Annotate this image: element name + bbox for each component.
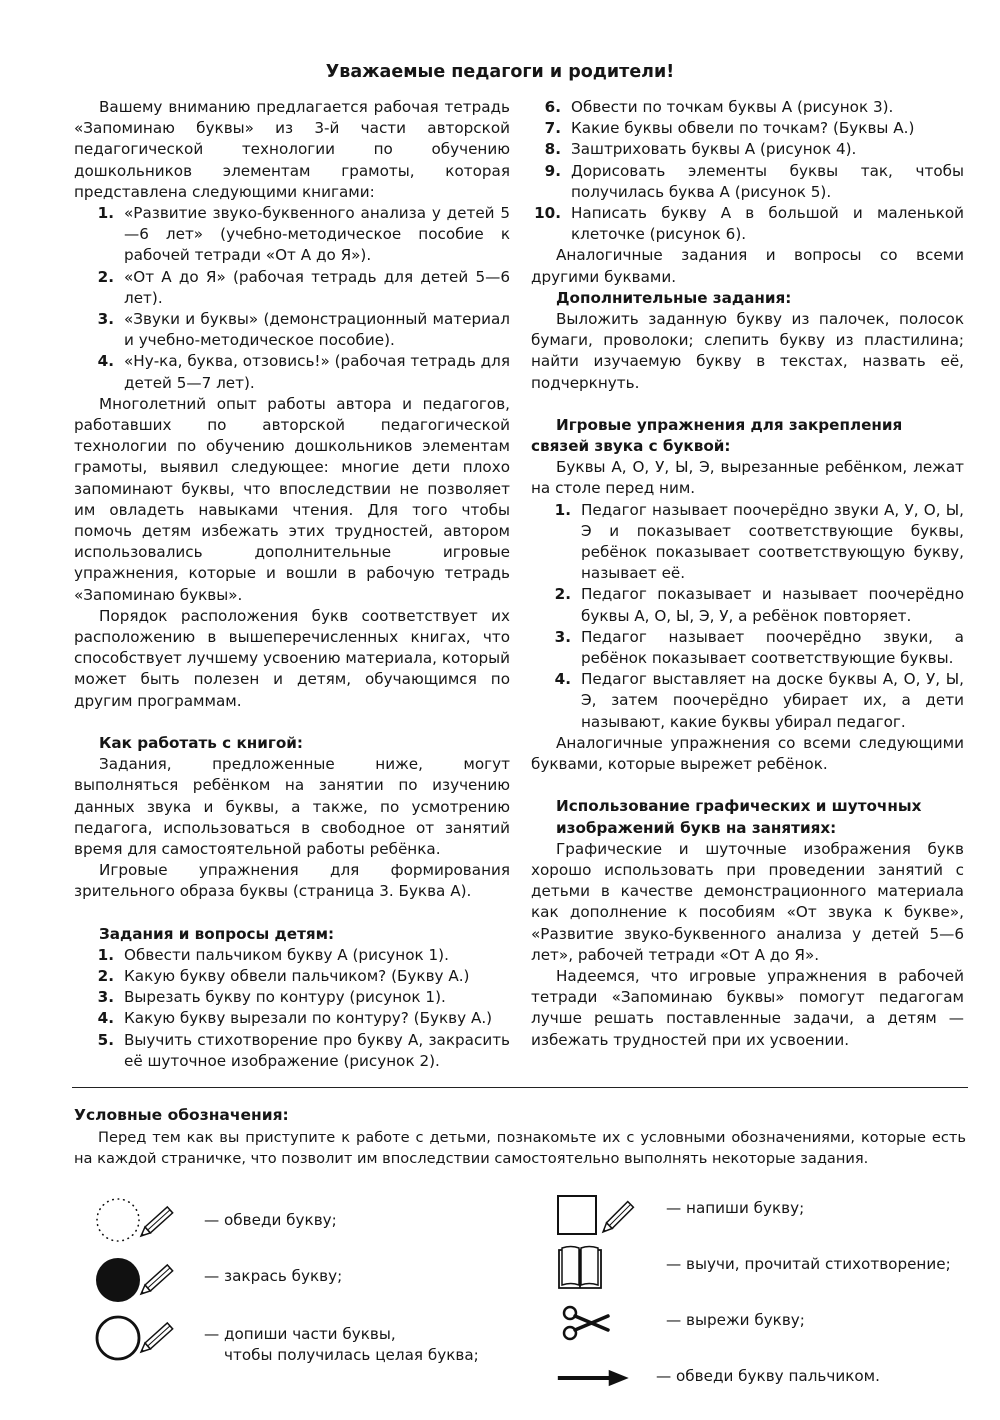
legend-text: — выучи, прочитай стихотворение;: [666, 1255, 951, 1273]
extra-tasks-paragraph: Выложить заданную букву из палочек, полосок бумаги, проволоки; слепить букву из пластилина; найти изучаемую букву в текстах, назвать её, подчеркнуть.: [531, 310, 964, 392]
scissors-icon: [556, 1296, 666, 1348]
legend-text: — обведи букву пальчиком.: [656, 1367, 880, 1385]
list-item: 2. Какую букву обвели пальчиком? (Букву А.): [97, 966, 470, 985]
legend-item-finger: [556, 1352, 880, 1404]
legend-text: — напиши букву;: [666, 1199, 805, 1217]
experience-paragraph: Многолетний опыт работы автора и педагогов, работавших по авторской педагогической технологии по обучению дошкольников элементам грамоты, выявил следующее: многие дети плохо запоминают буквы, что впоследствии не позволяет им овладеть навыками чтения. Для того чтобы помочь детям избежать этих трудностей, автором использовались дополнительные игровые упражнения, которые и вошли в рабочую тетрадь «Запоминаю буквы».: [74, 394, 510, 604]
section-divider: [72, 1087, 968, 1088]
open-circle-pencil-icon: [94, 1310, 204, 1362]
legend-item-trace: [94, 1196, 337, 1248]
how-paragraph: Задания, предложенные ниже, могут выполняться ребёнком на занятии по изучению данных звука и буквы, а также, по усмотрению педагога, использоваться в свободное от занятий время для самостоятельной работы ребёнка.: [74, 755, 510, 858]
list-item: 4. Какую букву вырезали по контуру? (Букву А.): [97, 1009, 493, 1028]
list-item: 4. Педагог выставляет на доске буквы А, О, У, Ы, Э, затем поочерёдно убирает их, а дети называют, какие буквы убирал педагог.: [554, 670, 964, 731]
games-heading: Игровые упражнения для закрепления связей звука с буквой:: [531, 415, 903, 456]
tasks-list-continued: [531, 97, 964, 245]
games-intro: Буквы А, О, У, Ы, Э, вырезанные ребёнком, лежат на столе перед ним.: [531, 458, 964, 498]
right-column: [531, 97, 964, 1051]
legend-item-complete: [94, 1310, 479, 1366]
graphics-paragraph: Графические и шуточные изображения букв хорошо использовать при проведении занятий с детьми в качестве демонстрационного материала как дополнение к пособиям «От звука к букве», «Развитие звуко-буквенного анализа у детей 5—6 лет», рабочей тетради «От А до Я».: [531, 839, 964, 964]
how-to-work-heading: Как работать с книгой:: [99, 733, 303, 752]
list-item: 4. «Ну-ка, буква, отзовись!» (рабочая тетрадь для детей 5—7 лет).: [97, 352, 510, 392]
extra-tasks-heading: Дополнительные задания:: [556, 288, 792, 307]
list-item: 9. Дорисовать элементы буквы так, чтобы получилась буква А (рисунок 5).: [544, 161, 964, 201]
list-item: 1. Обвести пальчиком букву А (рисунок 1).: [97, 945, 449, 964]
books-list: [74, 203, 510, 394]
list-item: 3. Вырезать букву по контуру (рисунок 1).: [97, 988, 446, 1007]
legend-text: — допиши части буквы, чтобы получилась целая буква;: [204, 1325, 479, 1364]
legend-item-read: [556, 1240, 951, 1292]
list-item: 10. Написать букву А в большой и маленькой клеточке (рисунок 6).: [534, 204, 964, 244]
legend-intro: Перед тем как вы приступите к работе с детьми, познакомьте их с условными обозначениями, которые есть на каждой страничке, что позволит им впоследствии самостоятельно выполнять некоторые задания.: [74, 1129, 966, 1167]
legend-text: — закрась букву;: [204, 1267, 343, 1285]
legend-item-write: [556, 1184, 804, 1240]
open-book-icon: [556, 1240, 666, 1292]
arrow-icon: [556, 1352, 656, 1404]
list-item: 7. Какие буквы обвели по точкам? (Буквы А.): [544, 119, 915, 138]
list-item: 6. Обвести по точкам буквы А (рисунок 3).: [544, 98, 894, 116]
intro-paragraph: Вашему вниманию предлагается рабочая тетрадь «Запоминаю буквы» из 3-й части авторской педагогической технологии по обучению дошкольников элементам грамоты, которая представлена следующими книгами:: [74, 98, 510, 201]
games-list: [531, 500, 964, 733]
legend-text: — обведи букву;: [204, 1211, 337, 1229]
visual-exercises-paragraph: Игровые упражнения для формирования зрительного образа буквы (страница 3. Буква А).: [74, 861, 510, 901]
list-item: 2. «От А до Я» (рабочая тетрадь для детей 5—6 лет).: [97, 267, 510, 307]
order-paragraph: Порядок расположения букв соответствует их расположению в вышеперечисленных книгах, что способствует лучшему усвоению материала, который может быть полезен и детям, обучающимся по другим программам.: [74, 606, 510, 710]
list-item: 1. «Развитие звуко-буквенного анализа у детей 5—6 лет» (учебно-методическое пособие к рабочей тетради «От А до Я»).: [97, 204, 510, 265]
legend-item-cut: [556, 1296, 805, 1348]
analog-paragraph: Аналогичные задания и вопросы со всеми другими буквами.: [531, 246, 964, 286]
tasks-heading: Задания и вопросы детям:: [99, 924, 335, 943]
filled-circle-pencil-icon: [94, 1252, 204, 1304]
list-item: 8. Заштриховать буквы А (рисунок 4).: [544, 140, 857, 159]
legend-text: — вырежи букву;: [666, 1311, 805, 1329]
closing-paragraph: Надеемся, что игровые упражнения в рабочей тетради «Запоминаю буквы» помогут педагогам лучше решать поставленные задачи, а детям — избежать трудностей при их усвоении.: [531, 966, 964, 1049]
games-outro: Аналогичные упражнения со всеми следующими буквами, которые вырежет ребёнок.: [531, 733, 964, 774]
list-item: 5. Выучить стихотворение про букву А, закрасить её шуточное изображение (рисунок 2).: [97, 1030, 510, 1070]
graphics-heading: Использование графических и шуточных изображений букв на занятиях:: [556, 797, 922, 837]
square-pencil-icon: [556, 1184, 666, 1240]
legend-item-color: [94, 1252, 342, 1304]
tasks-list: [74, 945, 510, 1072]
left-column: [74, 97, 510, 1072]
legend-title: Условные обозначения:: [74, 1106, 289, 1124]
dotted-circle-pencil-icon: [94, 1196, 204, 1248]
list-item: 3. «Звуки и буквы» (демонстрационный материал и учебно-методическое пособие).: [97, 310, 510, 350]
page-title: Уважаемые педагоги и родители!: [325, 62, 675, 82]
list-item: 2. Педагог показывает и называет поочерёдно буквы А, О, Ы, Э, У, а ребёнок повторяет.: [554, 585, 964, 625]
list-item: 1. Педагог называет поочерёдно звуки А, У, О, Ы, Э и показывает соответствующие буквы, ребёнок показывает соответствующую букву, называет её.: [554, 500, 964, 583]
list-item: 3. Педагог называет поочерёдно звуки, а ребёнок показывает соответствующие буквы.: [554, 627, 964, 668]
